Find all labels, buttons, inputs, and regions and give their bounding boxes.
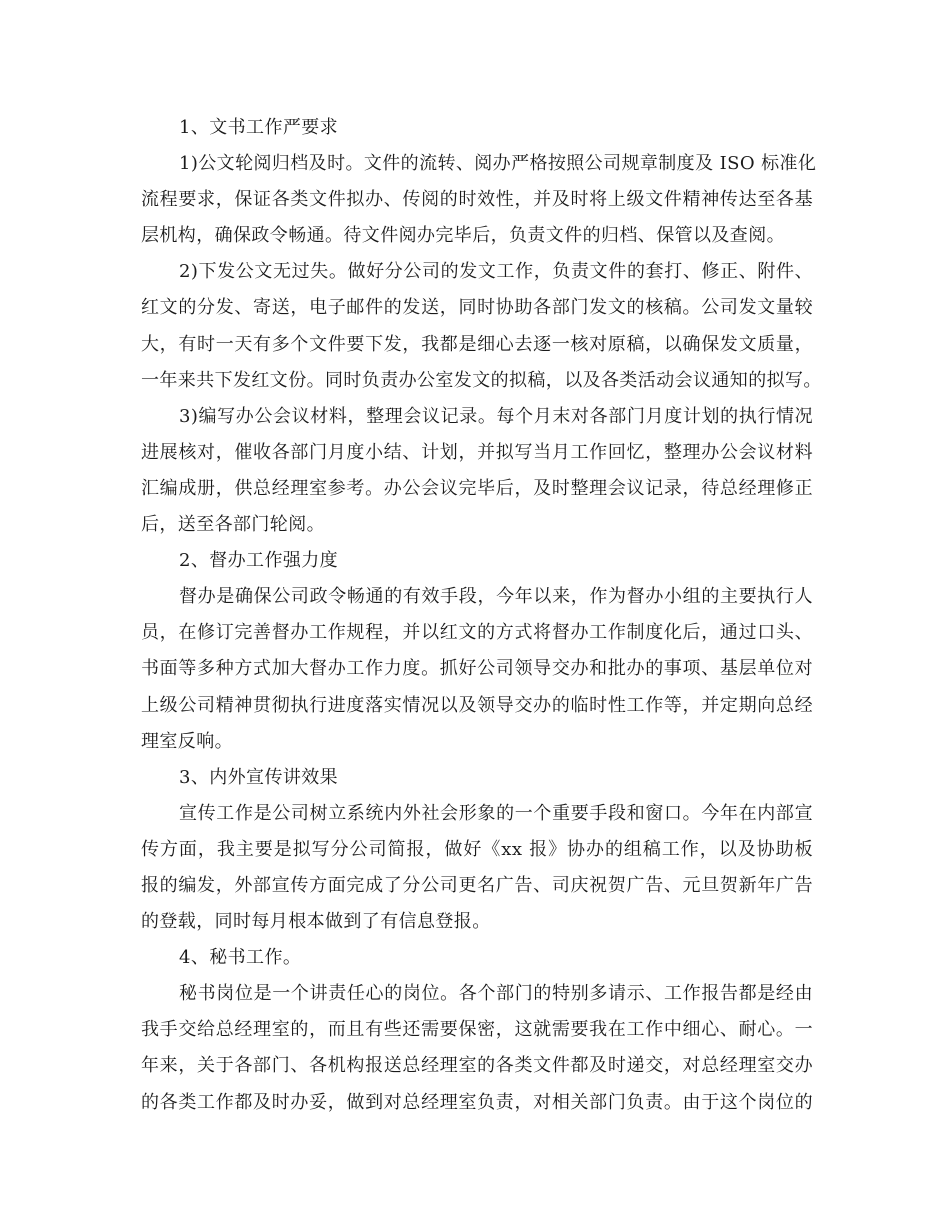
paragraph-line: 督办是确保公司政令畅通的有效手段，今年以来，作为督办小组的主要执行人 — [179, 586, 813, 608]
paragraph — [141, 796, 813, 940]
paragraph-line: 报的编发，外部宣传方面完成了分公司更名广告、司庆祝贺广告、元旦贺新年广告 — [141, 874, 813, 896]
paragraph-line: 的登载，同时每月根本做到了有信息登报。 — [141, 911, 491, 933]
paragraph-line: 流程要求，保证各类文件拟办、传阅的时效性，并及时将上级文件精神传达至各基 — [141, 189, 813, 211]
document-page — [141, 110, 822, 1121]
paragraph-line: 秘书岗位是一个讲责任心的岗位。各个部门的特别多请示、工作报告都是经由 — [179, 983, 813, 1005]
section-heading: 3、内外宣传讲效果 — [179, 766, 339, 788]
paragraph-line: 我手交给总经理室的，而且有些还需要保密，这就需要我在工作中细心、耐心。一 — [141, 1019, 813, 1041]
paragraph-line: 年来，关于各部门、各机构报送总经理室的各类文件都及时递交，对总经理室交办 — [141, 1055, 813, 1077]
paragraph-line: 一年来共下发红文份。同时负责办公室发文的拟稿，以及各类活动会议通知的拟写。 — [141, 369, 822, 391]
section-heading: 4、秘书工作。 — [179, 947, 302, 969]
paragraph-line: 上级公司精神贯彻执行进度落实情况以及领导交办的临时性工作等，并定期向总经 — [141, 694, 813, 716]
paragraph — [141, 146, 817, 254]
paragraph — [141, 579, 813, 759]
paragraph-line: 进展核对，催收各部门月度小结、计划，并拟写当月工作回忆，整理办公会议材料 — [141, 441, 813, 463]
paragraph — [141, 254, 822, 398]
paragraph-line: 的各类工作都及时办妥，做到对总经理室负责，对相关部门负责。由于这个岗位的 — [141, 1091, 813, 1113]
paragraph-line: 理室反响。 — [141, 730, 233, 752]
paragraph-line: 层机构，确保政令畅通。待文件阅办完毕后，负责文件的归档、保管以及查阅。 — [141, 225, 785, 247]
paragraph — [141, 976, 813, 1120]
paragraph-line: 3)编写办公会议材料，整理会议记录。每个月末对各部门月度计划的执行情况 — [179, 405, 813, 427]
paragraph-line: 大，有时一天有多个文件要下发，我都是细心去逐一核对原稿，以确保发文质量， — [141, 333, 813, 355]
paragraph-line: 1)公文轮阅归档及时。文件的流转、阅办严格按照公司规章制度及 ISO 标准化 — [179, 153, 817, 175]
paragraph-line: 2)下发公文无过失。做好分公司的发文工作，负责文件的套打、修正、附件、 — [179, 261, 813, 283]
paragraph-line: 员，在修订完善督办工作规程，并以红文的方式将督办工作制度化后，通过口头、 — [141, 622, 813, 644]
paragraph-line: 汇编成册，供总经理室参考。办公会议完毕后，及时整理会议记录，待总经理修正 — [141, 477, 813, 499]
paragraph-line: 红文的分发、寄送，电子邮件的发送，同时协助各部门发文的核稿。公司发文量较 — [141, 297, 813, 319]
paragraph-line: 宣传工作是公司树立系统内外社会形象的一个重要手段和窗口。今年在内部宣 — [179, 802, 813, 824]
section-heading: 1、文书工作严要求 — [179, 117, 339, 138]
paragraph-line: 后，送至各部门轮阅。 — [141, 514, 325, 536]
paragraph-line: 书面等多种方式加大督办工作力度。抓好公司领导交办和批办的事项、基层单位对 — [141, 658, 813, 680]
paragraph — [141, 399, 813, 543]
section-heading: 2、督办工作强力度 — [179, 550, 339, 572]
paragraph-line: 传方面，我主要是拟写分公司简报，做好《xx 报》协办的组稿工作，以及协助板 — [141, 838, 813, 860]
